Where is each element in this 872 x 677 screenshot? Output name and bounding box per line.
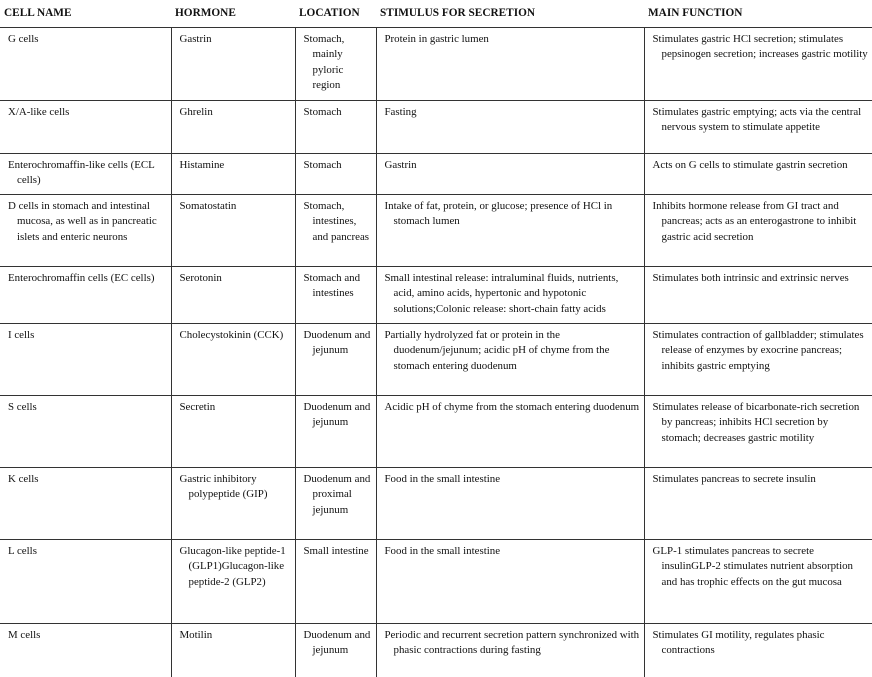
cell-name: I cells <box>0 323 171 395</box>
location: Duodenum and jejunum <box>295 323 376 395</box>
location: Stomach, intestines, and pancreas <box>295 194 376 266</box>
hormone-name: Serotonin <box>171 266 295 323</box>
hormone-name: Secretin <box>171 395 295 467</box>
cell-name: X/A-like cells <box>0 100 171 153</box>
cell-name: Enterochromaffin-like cells (ECL cells) <box>0 153 171 194</box>
location: Duodenum and jejunum <box>295 623 376 677</box>
header-hormone: HORMONE <box>171 0 295 27</box>
hormone-name: Somatostatin <box>171 194 295 266</box>
table-row <box>0 323 872 395</box>
stimulus: Small intestinal release: intraluminal fluids, nutrients, acid, amino acids, hypertonic and hypotonic solutions;Colonic release: short-chain fatty acids <box>376 266 644 323</box>
table-row <box>0 266 872 323</box>
hormone-name: Histamine <box>171 153 295 194</box>
location: Stomach <box>295 100 376 153</box>
main-function: Acts on G cells to stimulate gastrin secretion <box>644 153 872 194</box>
stimulus: Protein in gastric lumen <box>376 27 644 100</box>
location: Stomach and intestines <box>295 266 376 323</box>
stimulus: Fasting <box>376 100 644 153</box>
stimulus: Periodic and recurrent secretion pattern synchronized with phasic contractions during fasting <box>376 623 644 677</box>
location: Duodenum and jejunum <box>295 395 376 467</box>
cell-name: Enterochromaffin cells (EC cells) <box>0 266 171 323</box>
stimulus: Acidic pH of chyme from the stomach entering duodenum <box>376 395 644 467</box>
table-row <box>0 100 872 153</box>
main-function: Stimulates both intrinsic and extrinsic nerves <box>644 266 872 323</box>
hormone-name: Gastrin <box>171 27 295 100</box>
main-function: Stimulates release of bicarbonate-rich secretion by pancreas; inhibits HCl secretion by stomach; decreases gastric motility <box>644 395 872 467</box>
table-row <box>0 194 872 266</box>
cell-name: M cells <box>0 623 171 677</box>
hormone-name: Ghrelin <box>171 100 295 153</box>
hormone-name: Gastric inhibitory polypeptide (GIP) <box>171 467 295 539</box>
stimulus: Food in the small intestine <box>376 539 644 623</box>
header-location: LOCATION <box>295 0 376 27</box>
hormone-name: Motilin <box>171 623 295 677</box>
cell-name: D cells in stomach and intestinal mucosa, as well as in pancreatic islets and enteric neurons <box>0 194 171 266</box>
header-main-function: MAIN FUNCTION <box>644 0 872 27</box>
location: Small intestine <box>295 539 376 623</box>
cell-name: G cells <box>0 27 171 100</box>
main-function: Stimulates gastric emptying; acts via the central nervous system to stimulate appetite <box>644 100 872 153</box>
location: Stomach, mainly pyloric region <box>295 27 376 100</box>
table-header-row <box>0 0 872 27</box>
main-function: Stimulates pancreas to secrete insulin <box>644 467 872 539</box>
main-function: GLP-1 stimulates pancreas to secrete insulinGLP-2 stimulates nutrient absorption and has trophic effects on the gut mucosa <box>644 539 872 623</box>
cell-name: L cells <box>0 539 171 623</box>
main-function: Stimulates gastric HCl secretion; stimulates pepsinogen secretion; increases gastric motility <box>644 27 872 100</box>
header-stimulus: STIMULUS FOR SECRETION <box>376 0 644 27</box>
main-function: Stimulates GI motility, regulates phasic contractions <box>644 623 872 677</box>
table-row <box>0 623 872 677</box>
stimulus: Partially hydrolyzed fat or protein in the duodenum/jejunum; acidic pH of chyme from the stomach entering duodenum <box>376 323 644 395</box>
hormone-name: Cholecystokinin (CCK) <box>171 323 295 395</box>
table-row <box>0 27 872 100</box>
hormone-name: Glucagon-like peptide-1 (GLP1)Glucagon-like peptide-2 (GLP2) <box>171 539 295 623</box>
main-function: Stimulates contraction of gallbladder; stimulates release of enzymes by exocrine pancreas; inhibits gastric emptying <box>644 323 872 395</box>
header-cell-name: CELL NAME <box>0 0 171 27</box>
stimulus: Gastrin <box>376 153 644 194</box>
location: Duodenum and proximal jejunum <box>295 467 376 539</box>
stimulus: Intake of fat, protein, or glucose; presence of HCl in stomach lumen <box>376 194 644 266</box>
location: Stomach <box>295 153 376 194</box>
stimulus: Food in the small intestine <box>376 467 644 539</box>
cell-name: K cells <box>0 467 171 539</box>
table-row <box>0 467 872 539</box>
main-function: Inhibits hormone release from GI tract and pancreas; acts as an enterogastrone to inhibit gastric acid secretion <box>644 194 872 266</box>
table-row <box>0 539 872 623</box>
table-row <box>0 395 872 467</box>
cell-name: S cells <box>0 395 171 467</box>
table-row <box>0 153 872 194</box>
